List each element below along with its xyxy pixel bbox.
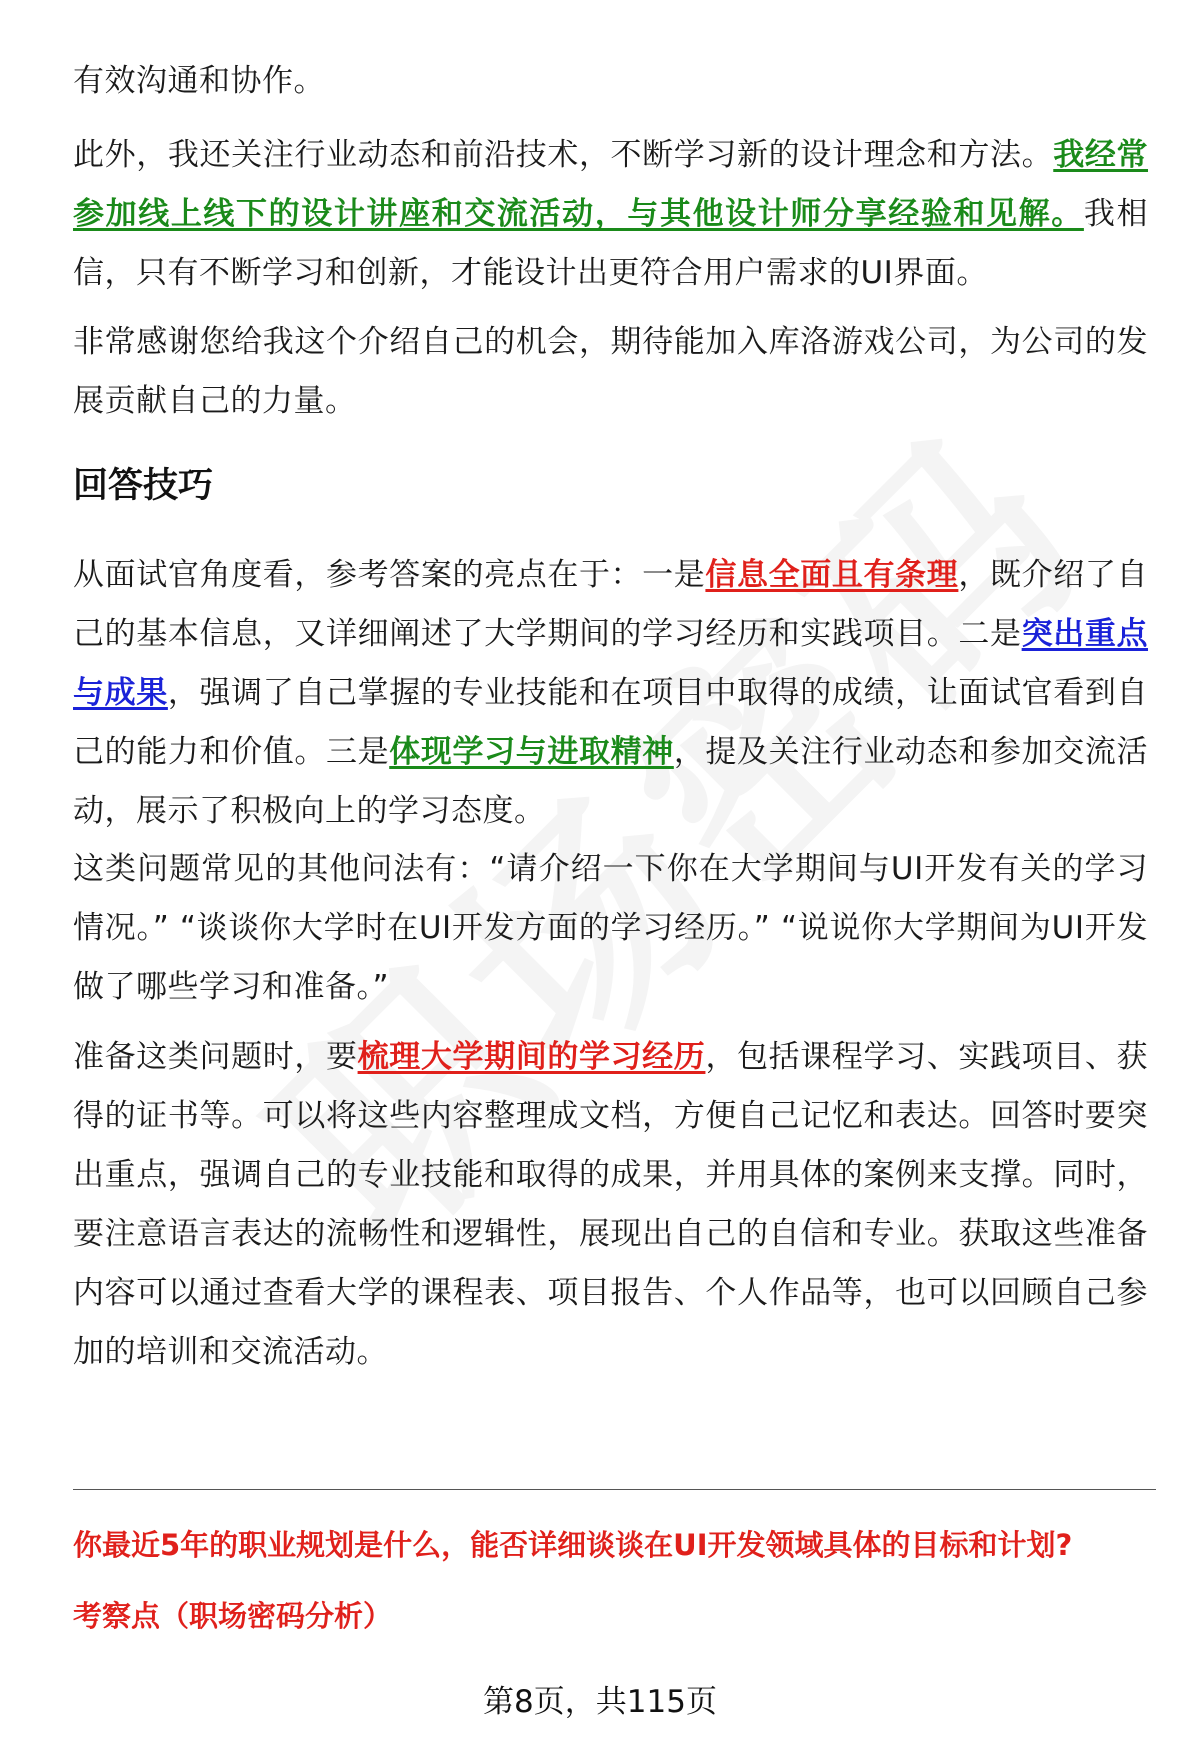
paragraph-variants: 这类问题常见的其他问法有：“请介绍一下你在大学期间与UI开发有关的学习情况。” “谈谈你大学时在UI开发方面的学习经历。” “说说你大学期间为UI开发做了哪些学习和准备。” [73,851,1148,1005]
highlight-red: 梳理大学期间的学习经历 [357,1039,706,1075]
text-span: ，提及关注行业动态和参加交流活动，展示了积极向上的学习态度。 [73,734,1149,829]
text-span: 从面试官角度看，参考答案的亮点在于：一是 [73,557,706,593]
paragraph-analysis [73,546,1148,841]
paragraph-thanks: 非常感谢您给我这个介绍自己的机会，期待能加入库洛游戏公司，为公司的发展贡献自己的力量。 [73,324,1148,419]
highlight-green: 体现学习与进取精神 [389,734,674,770]
text-span: 我相信，只有不断学习和创新，才能设计出更符合用户需求的UI界面。 [73,196,1148,291]
highlight-green: 我经常参加线上线下的设计讲座和交流活动，与其他设计师分享经验和见解。 [73,137,1149,232]
section-heading: 回答技巧 [73,466,214,506]
text-span: ，包括课程学习、实践项目、获得的证书等。可以将这些内容整理成文档，方便自己记忆和表达。回答时要突出重点，强调自己的专业技能和取得的成果，并用具体的案例来支撑。同时，要注意语言表达的流畅性和逻辑性，展现出自己的自信和专业。获取这些准备内容可以通过查看大学的课程表、项目报告、个人作品等，也可以回顾自己参加的培训和交流活动。 [73,1039,1149,1370]
paragraph-prep [73,1028,1148,1382]
text-span: ，强调了自己掌握的专业技能和在项目中取得的成绩，让面试官看到自己的能力和价值。三是 [73,675,1149,770]
next-question-title: 你最近5年的职业规划是什么，能否详细谈谈在UI开发领域具体的目标和计划? [73,1528,1073,1562]
next-question-subtitle: 考察点（职场密码分析） [73,1599,393,1633]
highlight-blue: 突出重点与成果 [73,616,1149,711]
divider [73,1489,1156,1490]
paragraph-intro-end: 有效沟通和协作。 [73,63,325,99]
paragraph-learning [73,126,1148,303]
text-span: 准备这类问题时，要 [73,1039,358,1075]
text-span: 此外，我还关注行业动态和前沿技术，不断学习新的设计理念和方法。 [73,137,1054,173]
page-footer: 第8页，共115页 [483,1684,717,1720]
text-span: ，既介绍了自己的基本信息，又详细阐述了大学期间的学习经历和实践项目。二是 [73,557,1148,652]
highlight-red: 信息全面且有条理 [705,557,959,593]
